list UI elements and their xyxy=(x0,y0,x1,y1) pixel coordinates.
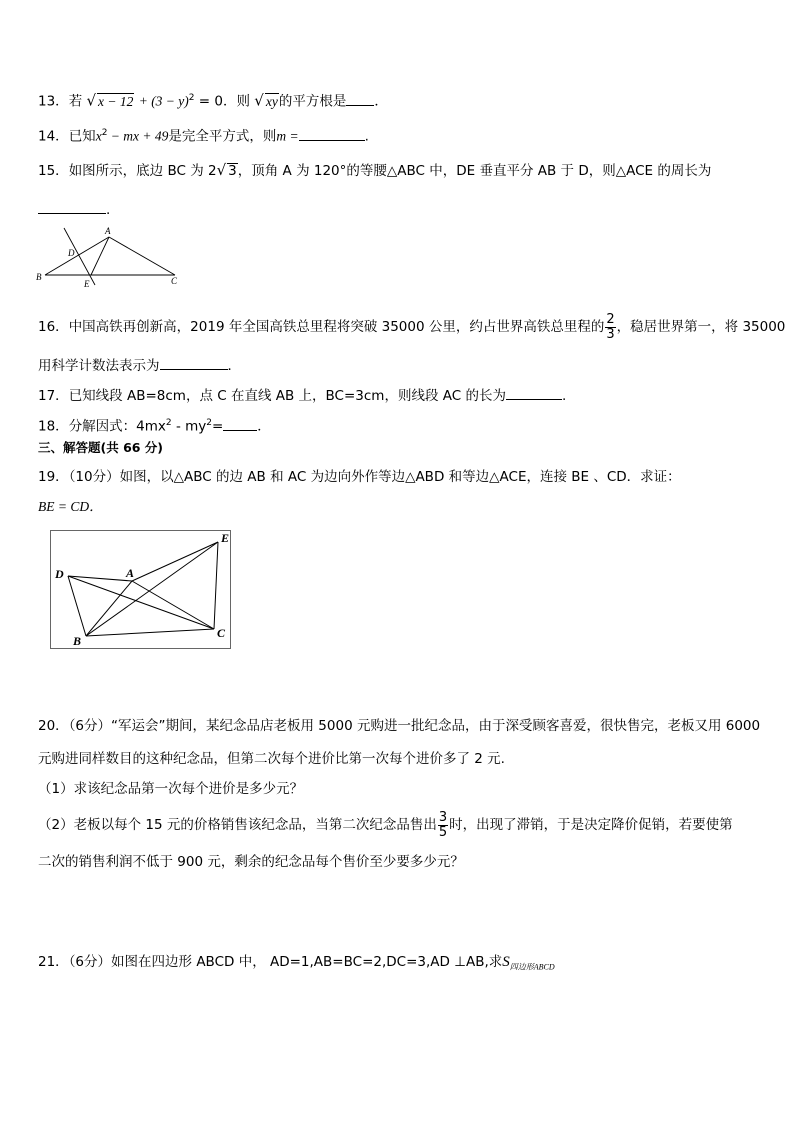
q18-mid: - my xyxy=(171,418,207,435)
segment-DB xyxy=(68,576,86,636)
question-19 xyxy=(38,468,681,486)
question-19-line2 xyxy=(38,498,103,516)
q16-answer-blank[interactable] xyxy=(160,355,228,370)
sqrt-sign: √ xyxy=(86,91,97,110)
question-14 xyxy=(38,124,369,146)
q15-radicand: 3 xyxy=(228,163,237,179)
q18-answer-blank[interactable] xyxy=(223,416,257,431)
label-E: E xyxy=(84,279,90,289)
label-A: A xyxy=(126,566,135,580)
q16-number: 16． xyxy=(38,319,69,335)
label-B: B xyxy=(36,272,42,282)
q18-exponent-1: 2 xyxy=(165,418,172,428)
q20-score: （6分） xyxy=(68,718,112,734)
q13-radicand-2: xy xyxy=(265,93,278,109)
segment-BC xyxy=(86,629,214,636)
question-20-line2 xyxy=(38,750,505,768)
q13-equation: = 0．则 xyxy=(194,93,250,110)
question-17 xyxy=(38,385,566,405)
q16-line2: 用科学计数法表示为 xyxy=(38,358,160,374)
q17-number: 17． xyxy=(38,388,69,404)
q16-text: 中国高铁再创新高，2019 年全国高铁总里程将突破 35000 公里，约占世界高铁总里程的 xyxy=(68,319,605,335)
q14-answer-blank[interactable] xyxy=(299,126,365,141)
q18-number: 18． xyxy=(38,418,69,435)
label-A: A xyxy=(105,226,111,236)
question-16-line2 xyxy=(38,355,241,375)
q13-exponent: 2 xyxy=(188,93,195,103)
question-21 xyxy=(38,953,555,977)
q21-score: （6分） xyxy=(68,954,112,970)
q15-end: . xyxy=(106,202,111,218)
segment-DA xyxy=(68,576,132,581)
q15-number: 15． xyxy=(38,163,69,179)
q21-area-symbol: S xyxy=(502,954,510,970)
q17-text: 已知线段 AB=8cm，点 C 在直线 AB 上，BC=3cm，则线段 AC 的长为 xyxy=(68,388,506,404)
question-18 xyxy=(38,414,271,436)
q19-text: 如图，以△ABC 的边 AB 和 AC 为边向外作等边△ABD 和等边△ACE，连接 BE 、CD．求证： xyxy=(119,469,681,485)
q14-number: 14． xyxy=(38,128,69,145)
q19-proof-goal: BE = CD． xyxy=(38,499,103,514)
q16-fraction xyxy=(605,313,615,342)
q14-variable: m = xyxy=(276,128,299,144)
q14-expr: x xyxy=(95,128,102,144)
q20-line1: “军运会”期间，某纪念品店老板用 5000 元购进一批纪念品，由于深受顾客喜爱，很快售完，老板又用 6000 xyxy=(111,718,761,734)
q16-end: ． xyxy=(227,358,241,374)
q13-mid-expr: + (3 − y) xyxy=(138,93,189,109)
q13-suffix: 的平方根是 xyxy=(278,93,347,110)
q13-number: 13． xyxy=(38,93,69,110)
q15-answer-blank[interactable] xyxy=(38,199,106,214)
q18-prefix: 分解因式：4mx xyxy=(68,418,166,435)
q19-triangle-figure xyxy=(50,530,245,650)
q15-triangle-figure xyxy=(35,225,195,295)
q13-end: ． xyxy=(374,93,388,110)
q14-exponent: 2 xyxy=(101,128,108,138)
question-20-part2-line2 xyxy=(38,853,464,871)
q13-radicand-1: x − 12 xyxy=(98,93,134,109)
q18-equals: = xyxy=(211,418,224,435)
q18-exponent-2: 2 xyxy=(206,418,212,428)
question-16 xyxy=(38,310,785,344)
q20-number: 20． xyxy=(38,718,69,734)
q20-line2: 元购进同样数目的这种纪念品，但第二次每个进价比第一次每个进价多了 2 元. xyxy=(38,751,505,767)
q21-area-subscript: 四边形ABCD xyxy=(509,962,555,972)
q16-fraction-numerator: 2 xyxy=(606,311,615,327)
question-15 xyxy=(38,161,711,180)
segment-CD xyxy=(68,576,214,629)
q14-prefix: 已知 xyxy=(68,128,96,145)
section-3-title: 三、解答题(共 66 分) xyxy=(38,440,164,455)
sqrt-sign: √ xyxy=(216,161,227,179)
label-D: D xyxy=(55,567,64,581)
q20-part2-suffix: 时，出现了滞销，于是决定降价促销，若要使第 xyxy=(449,817,733,833)
q18-end: ． xyxy=(257,418,271,435)
segment-CE xyxy=(214,542,218,629)
q16-text-end: ，稳居世界第一，将 35000 xyxy=(616,319,786,335)
sqrt-sign: √ xyxy=(254,91,264,110)
q21-number: 21． xyxy=(38,954,69,970)
question-20-part1 xyxy=(38,780,303,798)
segment-AE xyxy=(132,542,218,581)
question-13 xyxy=(38,89,388,111)
q15-suffix: ，顶角 A 为 120°的等腰△ABC 中，DE 垂直平分 AB 于 D，则△ACE 的周长为 xyxy=(237,163,712,179)
q13-prefix: 若 xyxy=(68,93,83,110)
q17-answer-blank[interactable] xyxy=(506,385,562,400)
q14-expr-rest: − mx + 49 xyxy=(107,128,169,144)
q19-score: （10分） xyxy=(68,469,120,485)
q15-prefix: 如图所示，底边 BC 为 2 xyxy=(68,163,217,179)
label-E: E xyxy=(221,531,230,545)
q20-fraction xyxy=(438,811,448,840)
label-B: B xyxy=(73,634,82,648)
q16-fraction-denominator: 3 xyxy=(606,326,615,342)
q14-end: . xyxy=(364,128,369,145)
question-20-part2 xyxy=(38,808,733,842)
q14-mid: 是完全平方式，则 xyxy=(168,128,277,145)
label-D: D xyxy=(68,248,75,258)
q20-part2-prefix: （2）老板以每个 15 元的价格销售该纪念品，当第二次纪念品售出 xyxy=(38,817,437,833)
label-C: C xyxy=(171,276,178,286)
question-15-line2 xyxy=(38,199,110,219)
q17-end: . xyxy=(561,388,567,404)
q20-part2-line2: 二次的销售利润不低于 900 元，剩余的纪念品每个售价至少要多少元？ xyxy=(38,854,464,870)
q21-text: 如图在四边形 ABCD 中， AD=1,AB=BC=2,DC=3,AD ⊥AB,求 xyxy=(111,954,503,970)
segment-BA xyxy=(45,237,109,275)
q20-part1: （1）求该纪念品第一次每个进价是多少元？ xyxy=(38,781,304,797)
question-20 xyxy=(38,717,760,735)
q20-fraction-denominator: 5 xyxy=(438,824,448,840)
segment-AC xyxy=(132,581,214,629)
q13-answer-blank[interactable] xyxy=(346,91,374,106)
label-C: C xyxy=(217,626,226,640)
segment-BE xyxy=(86,542,218,636)
q20-fraction-numerator: 3 xyxy=(438,809,448,825)
segment-AC xyxy=(109,237,175,275)
q19-number: 19． xyxy=(38,469,69,485)
